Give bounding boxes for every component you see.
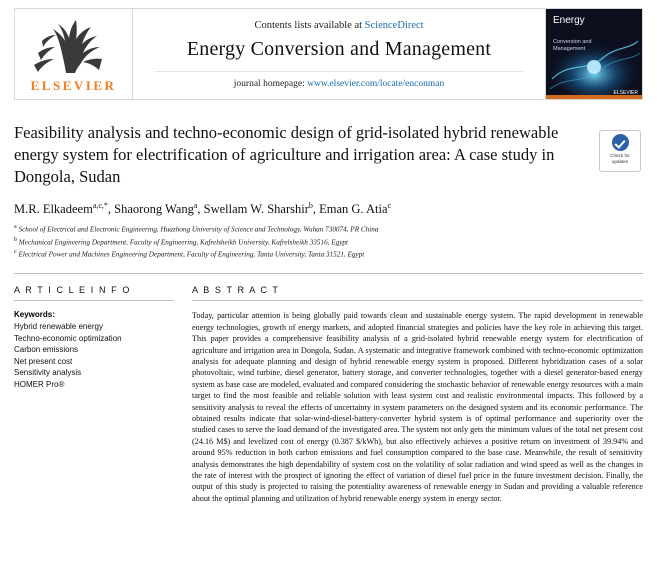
affiliation-a <box>14 222 643 234</box>
article-info-rule <box>14 300 174 301</box>
crossmark-check-icon <box>612 134 629 151</box>
affiliation-b <box>14 235 643 247</box>
keyword-item: Net present cost <box>14 356 73 366</box>
author-2: , Shaorong Wang <box>107 202 194 217</box>
author-4-affil-sup: c <box>387 201 392 210</box>
author-list <box>14 201 643 217</box>
author-3: , Swellam W. Sharshir <box>197 202 309 217</box>
abstract-heading: A B S T R A C T <box>192 285 280 296</box>
affiliation-b-text: Mechanical Engineering Department, Faculty of Engineering, Kafrelsheikh University, Kafrelsheikh 33516, Egypt <box>18 237 349 246</box>
author-1-affil-sup: a,c, <box>92 201 104 210</box>
keywords-heading: Keywords: <box>14 310 55 320</box>
crossmark-badge[interactable] <box>599 130 641 172</box>
cover-publisher-badge: ELSEVIER <box>613 90 638 96</box>
cover-line1: Energy <box>553 15 585 26</box>
article-info-column <box>14 285 192 504</box>
page-title: Feasibility analysis and techno-economic design of grid-isolated hybrid renewable energy system for electrification of agriculture and irrigation area: A case study in Dongola, Sudan <box>14 123 559 186</box>
homepage-url-link[interactable]: www.elsevier.com/locate/enconman <box>307 78 445 89</box>
journal-title: Energy Conversion and Management <box>186 37 492 60</box>
article-info-heading: A R T I C L E I N F O <box>14 285 131 296</box>
affiliation-b-sup: b <box>14 236 17 243</box>
keyword-item: HOMER Pro® <box>14 379 65 389</box>
title-block <box>14 122 643 188</box>
affiliation-a-sup: a <box>14 224 17 231</box>
affiliation-c-text: Electrical Power and Machines Engineering Department, Faculty of Engineering, Tanta University, Tanta 31521, Egypt <box>18 250 365 259</box>
corresponding-author-marker: * <box>103 201 108 210</box>
section-divider <box>14 273 643 274</box>
abstract-rule <box>192 300 643 301</box>
keyword-item: Techno-economic optimization <box>14 333 122 343</box>
contents-available-line <box>254 20 423 31</box>
author-4: , Eman G. Atia <box>312 202 388 217</box>
affiliation-c <box>14 247 643 259</box>
publisher-logo <box>15 9 133 99</box>
keyword-item: Carbon emissions <box>14 345 79 355</box>
masthead-center <box>133 9 545 99</box>
journal-cover-image <box>545 9 642 99</box>
affiliation-a-text: School of Electrical and Electronic Engineering, Huazhong University of Science and Technology, Wuhan 730074, PR China <box>18 225 379 234</box>
crossmark-line2: updates <box>611 158 629 164</box>
abstract-column <box>192 285 643 504</box>
author-1: M.R. Elkadeem <box>14 202 93 217</box>
cover-line2: Conversion and <box>553 39 592 45</box>
elsevier-tree-icon <box>22 11 126 77</box>
homepage-prefix: journal homepage: <box>233 78 305 89</box>
affiliation-c-sup: c <box>14 248 17 255</box>
sciencedirect-link[interactable]: ScienceDirect <box>364 19 424 31</box>
affiliation-list <box>14 222 643 259</box>
keyword-item: Sensitivity analysis <box>14 368 82 378</box>
keyword-item: Hybrid renewable energy <box>14 322 103 332</box>
author-2-affil-sup: a <box>193 201 198 210</box>
journal-homepage-line <box>155 71 523 89</box>
journal-masthead <box>14 8 643 100</box>
cover-journal-subtitle <box>553 39 592 53</box>
cover-journal-title <box>553 15 585 26</box>
contents-prefix: Contents lists available at <box>254 19 363 31</box>
author-3-affil-sup: b <box>308 201 313 210</box>
cover-line3: Management <box>553 46 586 52</box>
first-page-columns <box>14 285 643 504</box>
keywords-list <box>14 321 174 390</box>
abstract-text: Today, particular attention is being globally paid towards clean and sustainable energy system. The rapid development in renewable energy technologies, growth of energy markets, and adopted financial strategies and policies have the key role in achieving this target. This paper provides a comprehensive feasibility analysis of a grid-isolated hybrid renewable energy system for electrification of agriculture and irrigation area in Dongola, Sudan. A systematic and integrative framework combined with techno-economic optimization analysis for adequate planning and design of hybrid renewable energy system is proposed. Different hybridization cases of a solar photovoltaic, wind turbine, diesel generator, battery storage, and converter technologies, together with a diesel generator-based energy system as base case are modeled, evaluated and compared considering the stochastic behavior of renewable energy resources with a main target to find the most feasible and reliable solution with least system cost and realistic environmental impacts. This followed by a sensitivity analysis to reveal the effects of uncertainty in system parameters on the designed system and its economic performance. The obtained results indicate that solar-wind-diesel-battery-converter hybrid system is of optimal performance and superiority over the studied cases to serve the load demand of the investigated area. The system not only gets the minimum values of the total net present cost (24.16 M$) and levelized cost of energy (0.387 $/kWh), but also effectively achieves a positive return on investment of 39.94% and around 95% reduction in both carbon emissions and fuel consumption compared to the base case. Meanwhile, the result of sensitivity analysis demonstrates the high dependability of system cost on the volatility of solar radiation and wind speed as well as the changes in the rate of interest with the prospect of ignoring the effect of variation of diesel fuel price in the future investment decision. Finally, the output of this study is projected to raising the potentiality awareness of renewable energy in Sudan and providing a valuable reference about the optimal planning and utilization of hybrid renewable energy system in energy sector. <box>192 311 643 503</box>
publisher-name: ELSEVIER <box>30 78 117 93</box>
crossmark-line1: Check for <box>610 153 630 158</box>
